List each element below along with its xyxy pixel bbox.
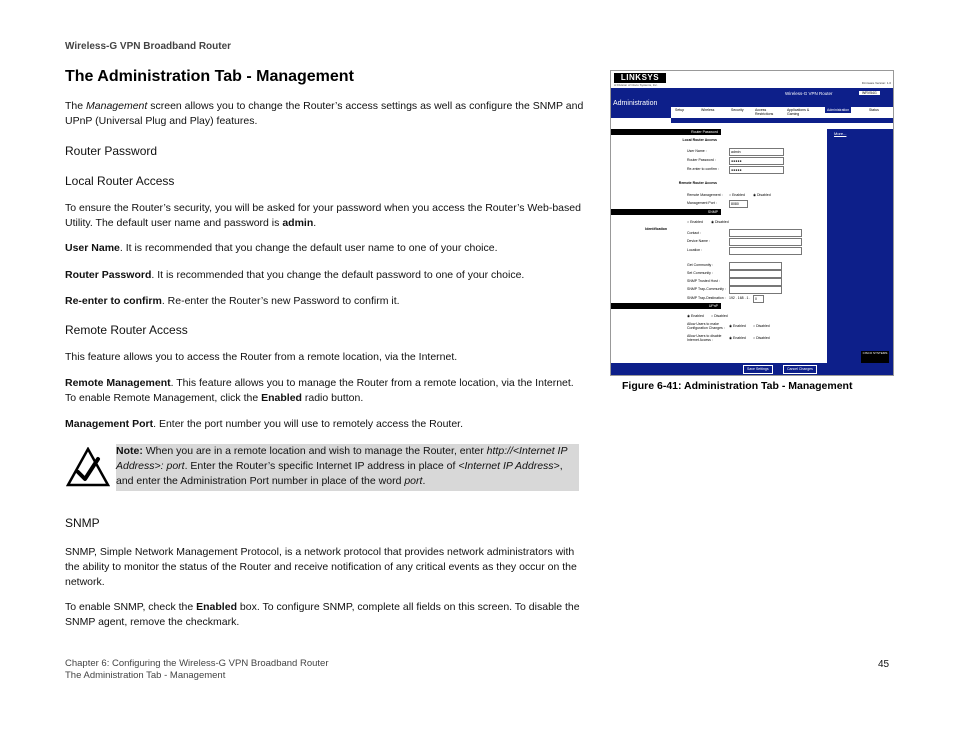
tab-wireless[interactable]: Wireless <box>701 108 715 112</box>
figure-caption: Figure 6-41: Administration Tab - Management <box>622 380 853 392</box>
section-router-password: Router Password <box>611 129 721 135</box>
figure-navbar <box>611 88 893 118</box>
footer-chapter: Chapter 6: Configuring the Wireless-G VPN Broadband Router <box>65 658 329 669</box>
remote-access-paragraph: This feature allows you to access the Router from a remote location, via the Internet. <box>65 351 458 363</box>
intro-paragraph: The Management screen allows you to change the Router’s access settings as well as configure the SNMP and UPnP (Universal Plug and Play) features. <box>65 100 584 127</box>
local-access-heading: Local Router Access <box>65 174 175 188</box>
user-name-input[interactable]: admin <box>729 148 784 156</box>
logo-subtitle: A Division of Cisco Systems, Inc. <box>614 83 658 87</box>
tab-status[interactable]: Status <box>869 108 879 112</box>
local-access-paragraph: To ensure the Router’s security, you will be asked for your password when you access the Router’s Web-based Utility. The default user name and password is admin. <box>65 202 581 229</box>
set-community-label: Set Community : <box>687 271 713 275</box>
cancel-changes-button[interactable]: Cancel Changes <box>783 365 817 374</box>
figure-tabs <box>671 107 893 118</box>
cisco-logo: CISCO SYSTEMS <box>861 351 889 369</box>
contact-label: Contact : <box>687 231 702 235</box>
snmp-heading: SNMP <box>65 516 100 530</box>
note-text: Note: When you are in a remote location and wish to manage the Router, enter http://<Internet IP Address>: port. Enter the Router’s specific Internet IP address in place of <Internet IP Address>, and enter the Administration Port number in place of the word port. <box>116 445 568 487</box>
remote-management-paragraph: Remote Management. This feature allows you to manage the Router from a remote location, via the Internet. To enable Remote Management, click the Enabled radio button. <box>65 377 574 404</box>
upnp-disable-enabled-radio[interactable]: ◉ Enabled <box>729 336 746 340</box>
model-number: WRV54G <box>859 91 880 95</box>
router-screenshot-figure <box>610 70 894 376</box>
page-title: The Administration Tab - Management <box>65 68 354 85</box>
remote-disabled-radio[interactable]: ◉ Disabled <box>753 193 771 197</box>
get-community-input[interactable] <box>729 262 782 270</box>
upnp-disabled-radio[interactable]: ○ Disabled <box>711 314 728 318</box>
remote-management-label: Remote Management : <box>687 193 723 197</box>
snmp-paragraph: SNMP, Simple Network Management Protocol, is a network protocol that provides network administrators with the ability to monitor the status of the Router and receive notification of any critical events as they occur on the network. <box>65 546 577 588</box>
trusted-host-label: SNMP Trusted Host : <box>687 279 720 283</box>
tab-setup[interactable]: Setup <box>675 108 685 112</box>
remote-enabled-radio[interactable]: ○ Enabled <box>729 193 745 197</box>
trap-destination-label: SNMP Trap-Destination : <box>687 296 726 300</box>
product-name: Wireless-G VPN Router <box>785 91 833 96</box>
page-number: 45 <box>878 659 890 670</box>
tab-administration[interactable]: Administration <box>827 108 850 112</box>
nav-title: Administration <box>613 100 658 107</box>
section-label-local: Local Router Access <box>682 138 717 142</box>
trap-community-label: SNMP Trap-Community : <box>687 287 726 291</box>
management-port-paragraph: Management Port. Enter the port number you will use to remotely access the Router. <box>65 418 464 430</box>
section-snmp: SNMP <box>611 209 721 215</box>
figure-help-column <box>827 129 893 375</box>
section-label-identification: Identification <box>645 227 667 231</box>
figure-left-column <box>611 129 721 369</box>
trap-destination-input[interactable]: 0 <box>753 295 764 303</box>
confirm-label: Re-enter to confirm : <box>687 167 719 171</box>
upnp-users-disabled-radio[interactable]: ○ Disabled <box>753 324 770 328</box>
snmp-enable-paragraph: To enable SNMP, check the Enabled box. To configure SNMP, complete all fields on this screen. To disable the SNMP agent, remove the checkmark. <box>65 601 580 628</box>
password-input[interactable]: ●●●●● <box>729 157 784 165</box>
upnp-users-label: Allow Users to make Configuration Changes : <box>687 322 725 330</box>
remote-access-heading: Remote Router Access <box>65 323 188 337</box>
figure-subtabs <box>671 118 893 123</box>
tab-security[interactable]: Security <box>731 108 744 112</box>
save-settings-button[interactable]: Save Settings <box>743 365 773 374</box>
upnp-disable-disabled-radio[interactable]: ○ Disabled <box>753 336 770 340</box>
snmp-enabled-radio[interactable]: ○ Enabled <box>687 220 703 224</box>
section-upnp: UPnP <box>611 303 721 309</box>
confirm-input[interactable]: ●●●●● <box>729 166 784 174</box>
snmp-disabled-radio[interactable]: ◉ Disabled <box>711 220 729 224</box>
management-port-input[interactable]: 8080 <box>729 200 748 208</box>
location-label: Location : <box>687 248 703 252</box>
upnp-enabled-radio[interactable]: ◉ Enabled <box>687 314 704 318</box>
section-label-remote: Remote Router Access <box>678 181 717 185</box>
warning-checkmark-icon <box>66 447 110 487</box>
firmware-version: Firmware Version: 1.0 <box>861 81 891 85</box>
user-name-paragraph: User Name. It is recommended that you change the default user name to one of your choice. <box>65 242 498 254</box>
more-link[interactable]: More... <box>834 131 847 136</box>
footer-section: The Administration Tab - Management <box>65 670 226 681</box>
trusted-host-input[interactable] <box>729 278 782 286</box>
trap-community-input[interactable] <box>729 286 782 294</box>
linksys-logo: LINKSYS <box>614 73 666 83</box>
management-port-label: Management Port : <box>687 201 717 205</box>
location-input[interactable] <box>729 247 802 255</box>
trap-destination-prefix: 192 . 168 . 1 . <box>729 296 751 300</box>
set-community-input[interactable] <box>729 270 782 278</box>
reenter-paragraph: Re-enter to confirm. Re-enter the Router’s new Password to confirm it. <box>65 295 400 307</box>
router-password-heading: Router Password <box>65 144 158 158</box>
contact-input[interactable] <box>729 229 802 237</box>
tab-applications-gaming[interactable]: Applications & Gaming <box>787 108 810 116</box>
upnp-disable-label: Allow Users to disable Internet Access : <box>687 334 722 342</box>
upnp-users-enabled-radio[interactable]: ◉ Enabled <box>729 324 746 328</box>
figure-bottom-bar <box>611 363 893 375</box>
device-name-label: Device Name : <box>687 239 710 243</box>
tab-access-restrictions[interactable]: Access Restrictions <box>755 108 774 116</box>
get-community-label: Get Community : <box>687 263 714 267</box>
router-password-paragraph: Router Password. It is recommended that you change the default password to one of your choice. <box>65 269 525 281</box>
running-header: Wireless-G VPN Broadband Router <box>65 41 232 52</box>
password-label: Router Password : <box>687 158 716 162</box>
device-name-input[interactable] <box>729 238 802 246</box>
user-name-label: User Name : <box>687 149 707 153</box>
